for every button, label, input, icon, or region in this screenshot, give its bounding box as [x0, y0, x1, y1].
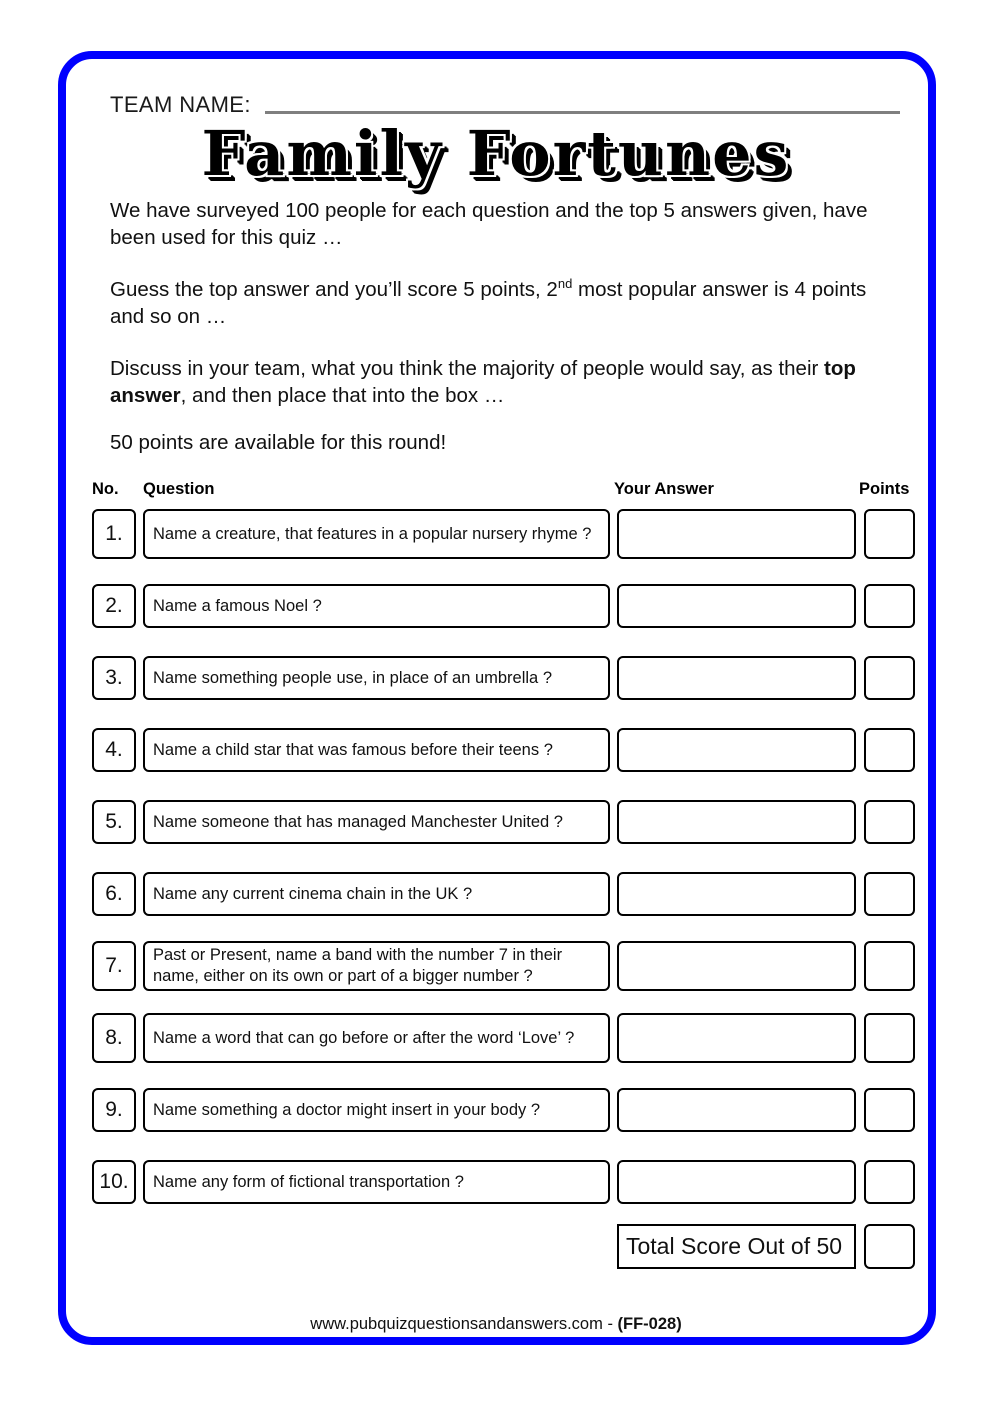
- intro-p3-before: Discuss in your team, what you think the majority of people would say, as their: [110, 357, 825, 380]
- question-text: Name any form of fictional transportation ?: [143, 1160, 610, 1204]
- points-input[interactable]: [864, 1013, 915, 1063]
- total-score-row: [0, 1224, 992, 1274]
- question-text: Name something people use, in place of an umbrella ?: [143, 656, 610, 700]
- column-header-answer: Your Answer: [614, 480, 714, 498]
- points-input[interactable]: [864, 509, 915, 559]
- intro-paragraph-2: [110, 276, 900, 330]
- question-text: Name a word that can go before or after the word ‘Love’ ?: [143, 1013, 610, 1063]
- team-name-label: TEAM NAME:: [110, 92, 251, 117]
- question-number: 1.: [92, 509, 136, 559]
- question-text: Name a famous Noel ?: [143, 584, 610, 628]
- intro-paragraph-4: 50 points are available for this round!: [110, 431, 447, 454]
- column-header-question: Question: [143, 480, 215, 498]
- question-text: Name someone that has managed Manchester United ?: [143, 800, 610, 844]
- answer-input[interactable]: [617, 728, 856, 772]
- points-input[interactable]: [864, 728, 915, 772]
- answer-input[interactable]: [617, 656, 856, 700]
- table-row: [0, 1154, 992, 1226]
- question-number: 4.: [92, 728, 136, 772]
- answer-input[interactable]: [617, 800, 856, 844]
- intro-p2-before: Guess the top answer and you’ll score 5 points, 2: [110, 278, 558, 301]
- question-number: 3.: [92, 656, 136, 700]
- question-text: Name any current cinema chain in the UK ?: [143, 872, 610, 916]
- table-row: [0, 650, 992, 722]
- answer-input[interactable]: [617, 872, 856, 916]
- table-row: [0, 1010, 992, 1082]
- answer-input[interactable]: [617, 1160, 856, 1204]
- intro-paragraph-1: We have surveyed 100 people for each question and the top 5 answers given, have been used for this quiz …: [110, 199, 868, 249]
- table-row: [0, 1082, 992, 1154]
- table-row: [0, 794, 992, 866]
- question-number: 7.: [92, 941, 136, 991]
- intro-p3-bold: top answer: [110, 357, 856, 407]
- question-number: 2.: [92, 584, 136, 628]
- answer-input[interactable]: [617, 584, 856, 628]
- footer-code: (FF-028): [617, 1315, 682, 1333]
- intro-p2-after: most popular answer is 4 points and so on …: [110, 278, 867, 328]
- table-row: [0, 578, 992, 650]
- points-input[interactable]: [864, 941, 915, 991]
- answer-input[interactable]: [617, 941, 856, 991]
- intro-p2-superscript: nd: [557, 276, 573, 292]
- points-input[interactable]: [864, 584, 915, 628]
- table-row: [0, 722, 992, 794]
- points-input[interactable]: [864, 656, 915, 700]
- question-rows: [0, 506, 992, 1226]
- question-number: 5.: [92, 800, 136, 844]
- footer-site: www.pubquizquestionsandanswers.com -: [310, 1315, 618, 1333]
- points-input[interactable]: [864, 872, 915, 916]
- footer: [0, 1315, 992, 1334]
- question-number: 6.: [92, 872, 136, 916]
- question-text: Past or Present, name a band with the number 7 in their name, either on its own or part of a bigger number ?: [143, 941, 610, 991]
- team-name-input-line[interactable]: [265, 111, 900, 114]
- total-score-input[interactable]: [864, 1224, 915, 1269]
- column-header-points: Points: [859, 480, 910, 498]
- page-title: Family Fortunes: [201, 117, 791, 190]
- question-number: 10.: [92, 1160, 136, 1204]
- question-text: Name a child star that was famous before their teens ?: [143, 728, 610, 772]
- column-headers: [0, 480, 992, 502]
- answer-input[interactable]: [617, 1013, 856, 1063]
- table-row: [0, 506, 992, 578]
- table-row: [0, 866, 992, 938]
- question-number: 9.: [92, 1088, 136, 1132]
- points-input[interactable]: [864, 800, 915, 844]
- points-input[interactable]: [864, 1088, 915, 1132]
- points-input[interactable]: [864, 1160, 915, 1204]
- total-score-label: Total Score Out of 50: [617, 1224, 856, 1269]
- answer-input[interactable]: [617, 1088, 856, 1132]
- table-row: [0, 938, 992, 1010]
- intro-p3-after: , and then place that into the box …: [180, 384, 505, 407]
- question-text: Name a creature, that features in a popular nursery rhyme ?: [143, 509, 610, 559]
- question-number: 8.: [92, 1013, 136, 1063]
- intro-paragraph-3: [110, 355, 900, 409]
- column-header-no: No.: [92, 480, 119, 498]
- answer-input[interactable]: [617, 509, 856, 559]
- team-name-row: [110, 87, 900, 117]
- question-text: Name something a doctor might insert in your body ?: [143, 1088, 610, 1132]
